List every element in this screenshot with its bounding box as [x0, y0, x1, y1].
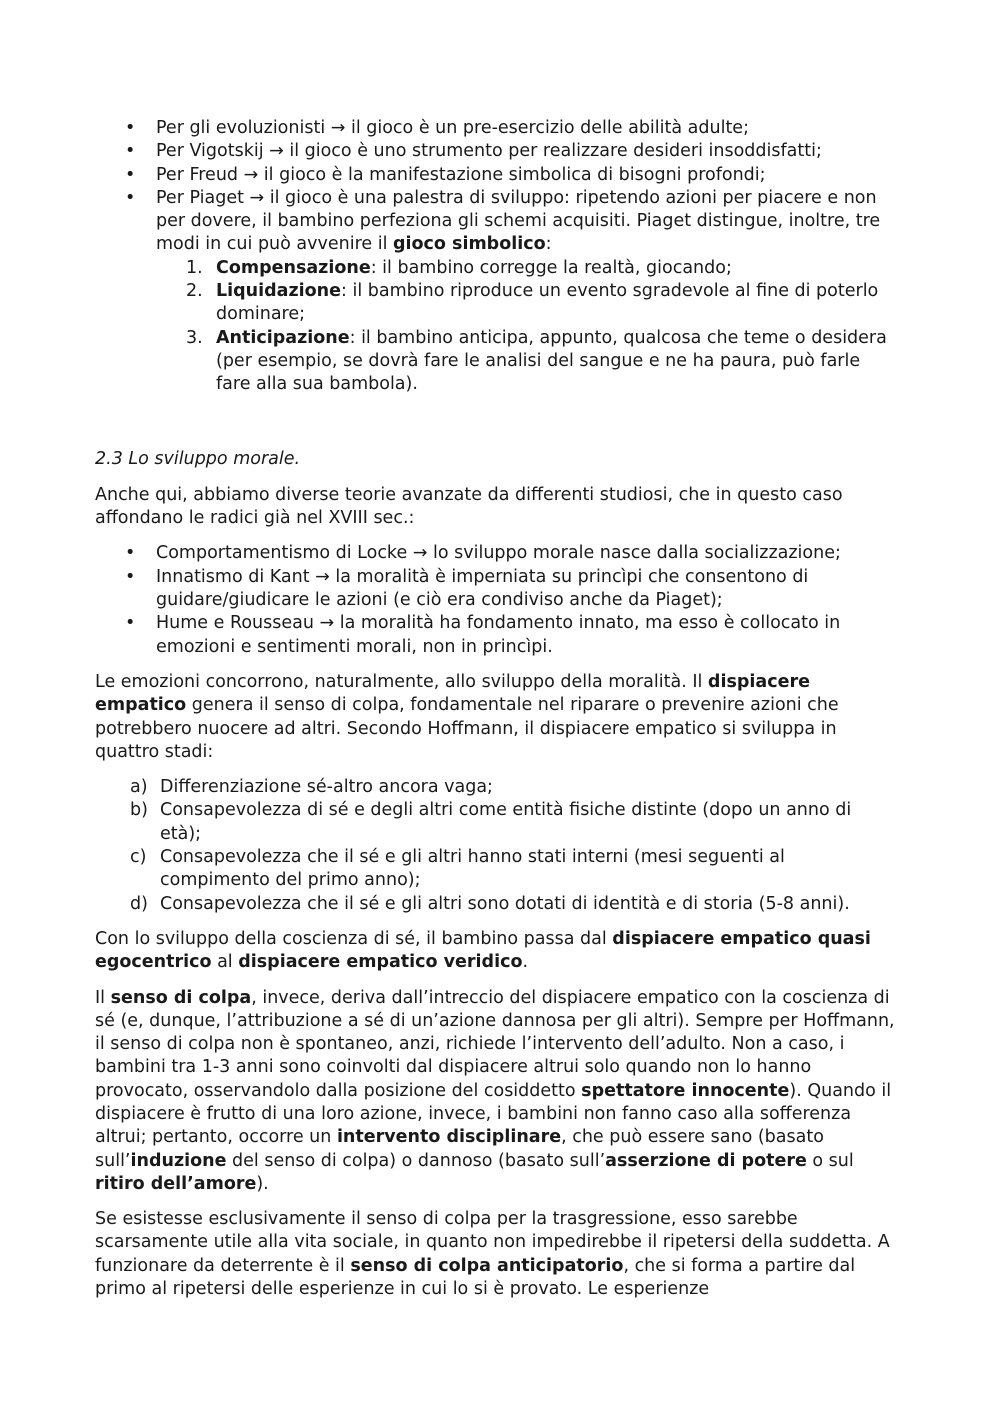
consciousness-paragraph: Con lo sviluppo della coscienza di sé, il bambino passa dal dispiacere empatico quasi egocentrico al dispiacere empatico veridico. — [95, 928, 871, 973]
bold-term: gioco simbolico — [393, 234, 546, 255]
list-item: c) Consapevolezza che il sé e gli altri hanno stati interni (mesi seguenti al compimento del primo anno); — [130, 847, 785, 891]
list-item: 3. Anticipazione: il bambino anticipa, appunto, qualcosa che teme o desidera (per esempio, se dovrà fare le analisi del sangue e ne ha paura, può farle fare alla sua bambola). — [186, 327, 887, 395]
list-item: • Per Freud → il gioco è la manifestazione simbolica di bisogni profondi; — [95, 164, 895, 187]
list-item: • Hume e Rousseau → la moralità ha fondamento innato, ma esso è collocato in emozioni e sentimenti morali, non in princìpi. — [95, 612, 895, 659]
bold-term: ritiro dell’amore — [95, 1173, 257, 1194]
bold-term: senso di colpa — [110, 987, 252, 1008]
bold-term: Compensazione — [216, 257, 371, 278]
list-item: a) Differenziazione sé-altro ancora vaga; — [130, 777, 493, 798]
document-page — [95, 117, 895, 1313]
anticipatory-guilt-paragraph: Se esistesse esclusivamente il senso di colpa per la trasgressione, esso sarebbe scarsamente utile alla vita sociale, in quanto non impedirebbe il ripetersi della suddetta. A funzionare da deterrente è il senso di colpa anticipatorio, che si forma a partire dal primo al ripetersi delle esperienze in cui lo si è provato. Le esperienze — [95, 1209, 890, 1300]
list-item: b) Consapevolezza di sé e degli altri come entità fisiche distinte (dopo un anno di età); — [130, 800, 852, 844]
play-theories-list — [95, 117, 895, 397]
bold-term: asserzione di potere — [605, 1150, 807, 1171]
list-item: 1. Compensazione: il bambino corregge la realtà, giocando; — [186, 257, 732, 278]
moral-theories-list — [95, 542, 895, 658]
list-item: • Innatismo di Kant → la moralità è imperniata su princìpi che consentono di guidare/giudicare le azioni (e ciò era condiviso anche da Piaget); — [95, 566, 895, 613]
bold-term: spettatore innocente — [581, 1080, 790, 1101]
bold-term: senso di colpa anticipatorio — [350, 1255, 624, 1276]
list-item: • Per Vigotskij → il gioco è uno strumento per realizzare desideri insoddisfatti; — [95, 140, 895, 163]
intro-paragraph: Anche qui, abbiamo diverse teorie avanzate da differenti studiosi, che in questo caso affondano le radici già nel XVIII sec.: — [95, 484, 843, 529]
list-item: • Per gli evoluzionisti → il gioco è un pre-esercizio delle abilità adulte; — [95, 117, 895, 140]
emotions-paragraph: Le emozioni concorrono, naturalmente, allo sviluppo della moralità. Il dispiacere empatico genera il senso di colpa, fondamentale nel riparare o prevenire azioni che potrebbero nuocere ad altri. Secondo Hoffmann, il dispiacere empatico si sviluppa in quattro stadi: — [95, 671, 839, 762]
bold-term: dispiacere empatico quasi egocentrico — [95, 928, 871, 973]
section-heading: 2.3 Lo sviluppo morale. — [95, 448, 301, 469]
guilt-paragraph: Il senso di colpa, invece, deriva dall’intreccio del dispiacere empatico con la coscienza di sé (e, dunque, l’attribuzione a sé di un’azione dannosa per gli altri). Sempre per Hoffmann, il senso di colpa non è spontaneo, anzi, richiede l’intervento dell’adulto. Non a caso, i bambini tra 1-3 anni sono coinvolti dal dispiacere altrui solo quando non lo hanno provocato, osservandolo dalla posizione del cosiddetto spettatore innocente). Quando il dispiacere è frutto di una loro azione, invece, i bambini non fanno caso alla sofferenza altrui; pertanto, occorre un intervento disciplinare, che può essere sano (basato sull’induzione del senso di colpa) o dannoso (basato sull’asserzione di potere o sul ritiro dell’amore). — [95, 987, 895, 1194]
bold-term: induzione — [130, 1150, 227, 1171]
list-item: d) Consapevolezza che il sé e gli altri sono dotati di identità e di storia (5-8 anni). — [130, 893, 850, 914]
bold-term: Anticipazione — [216, 327, 350, 348]
list-item: • Comportamentismo di Locke → lo sviluppo morale nasce dalla socializzazione; — [95, 542, 895, 565]
bold-term: dispiacere empatico — [95, 671, 810, 716]
bold-term: dispiacere empatico veridico — [238, 952, 523, 973]
bold-term: Liquidazione — [216, 281, 342, 302]
list-item-piaget: • Per Piaget → il gioco è una palestra di sviluppo: ripetendo azioni per piacere e non per dovere, il bambino perfeziona gli schemi acquisiti. Piaget distingue, inoltre, tre modi in cui può avvenire il gioco simbolico: 1. Compensazione: il bambino corregge la realtà, giocando; 2. Liquidazione: il bambino riproduce un evento sgradevole al fine di poterlo dominare; 3. Anticipazione: il bambino anticipa, appunto, qualcosa che teme o desidera (per esempio, se dovrà fare le analisi del sangue e ne ha paura, può farle fare alla sua bambola). — [95, 187, 895, 397]
bold-term: intervento disciplinare — [336, 1127, 562, 1148]
section-spacer — [95, 397, 895, 448]
symbolic-play-modes-list — [156, 257, 895, 397]
empathy-stages-list — [95, 776, 895, 916]
list-item: 2. Liquidazione: il bambino riproduce un evento sgradevole al fine di poterlo dominare; — [186, 281, 879, 325]
